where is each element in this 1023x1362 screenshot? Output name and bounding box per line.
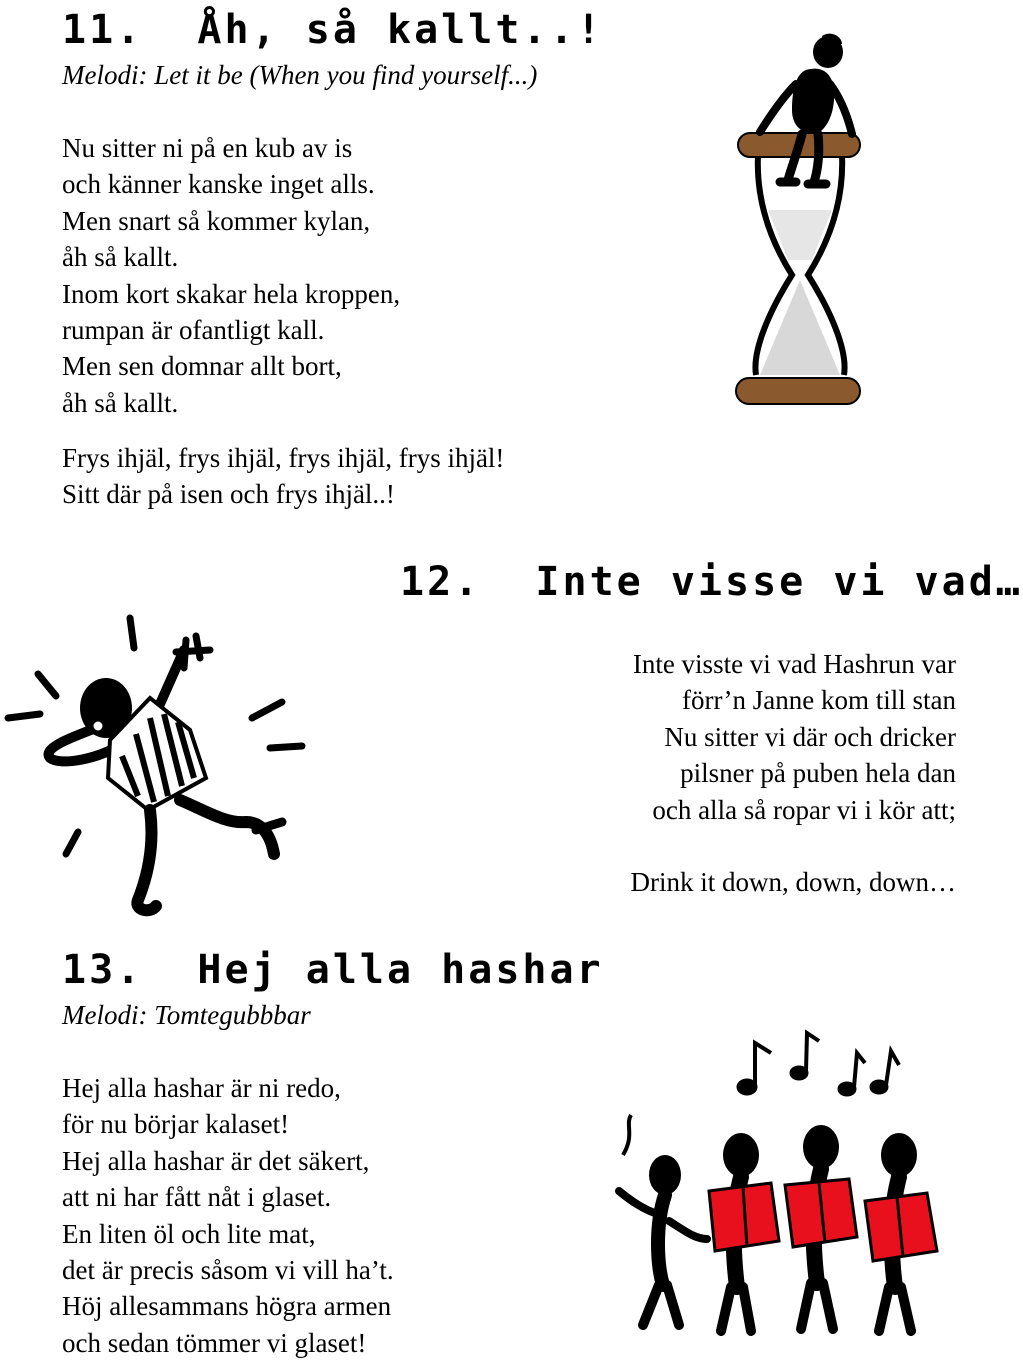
referee-whistle-illustration	[0, 610, 320, 920]
chorus-line: Frys ihjäl, frys ihjäl, frys ihjäl, frys ihjäl!	[62, 443, 505, 473]
verse-line: för nu börjar kalaset!	[62, 1109, 290, 1140]
verse-line: Nu sitter vi där och dricker	[664, 721, 956, 752]
verse-line: pilsner på puben hela dan	[680, 758, 956, 789]
verse-line: Men sen domnar allt bort,	[62, 351, 342, 382]
verse-line: och alla så ropar vi i kör att;	[652, 794, 956, 825]
song-13-melody: Melodi: Tomtegubbbar	[62, 1000, 311, 1030]
verse-line: Inom kort skakar hela kroppen,	[62, 278, 401, 309]
song-12-refrain: Drink it down, down, down…	[630, 867, 956, 897]
song-13-verse	[62, 1070, 394, 1361]
verse-line: åh så kallt.	[62, 242, 179, 273]
song-12-title: 12. Inte visse vi vad…	[400, 559, 1023, 605]
hourglass-illustration	[730, 30, 870, 410]
choir-singers-illustration	[595, 1025, 955, 1345]
song-11-melody: Melodi: Let it be (When you find yourself...)	[62, 60, 538, 90]
verse-line: och sedan tömmer vi glaset!	[62, 1327, 367, 1358]
verse-line: att ni har fått nåt i glaset.	[62, 1182, 332, 1213]
verse-line: Men snart så kommer kylan,	[62, 205, 371, 236]
verse-line: Nu sitter ni på en kub av is	[62, 133, 353, 163]
song-11-verse	[62, 130, 400, 421]
verse-line: En liten öl och lite mat,	[62, 1218, 316, 1249]
verse-line: Inte visste vi vad Hashrun var	[632, 649, 956, 679]
verse-line: Höj allesammans högra armen	[62, 1291, 392, 1322]
verse-line: rumpan är ofantligt kall.	[62, 315, 325, 346]
verse-line: Hej alla hashar är det säkert,	[62, 1145, 370, 1176]
verse-line: det är precis såsom vi vill ha’t.	[62, 1255, 394, 1286]
verse-line: och känner kanske inget alls.	[62, 169, 375, 200]
song-11-chorus	[62, 440, 504, 513]
song-13-title: 13. Hej alla hashar	[62, 947, 604, 993]
verse-line: förr’n Janne kom till stan	[682, 685, 956, 716]
verse-line: åh så kallt.	[62, 387, 179, 418]
song-11-title: 11. Åh, så kallt..!	[62, 7, 604, 53]
chorus-line: Sitt där på isen och frys ihjäl..!	[62, 479, 395, 510]
verse-line: Hej alla hashar är ni redo,	[62, 1073, 341, 1103]
song-12-verse	[633, 646, 956, 828]
